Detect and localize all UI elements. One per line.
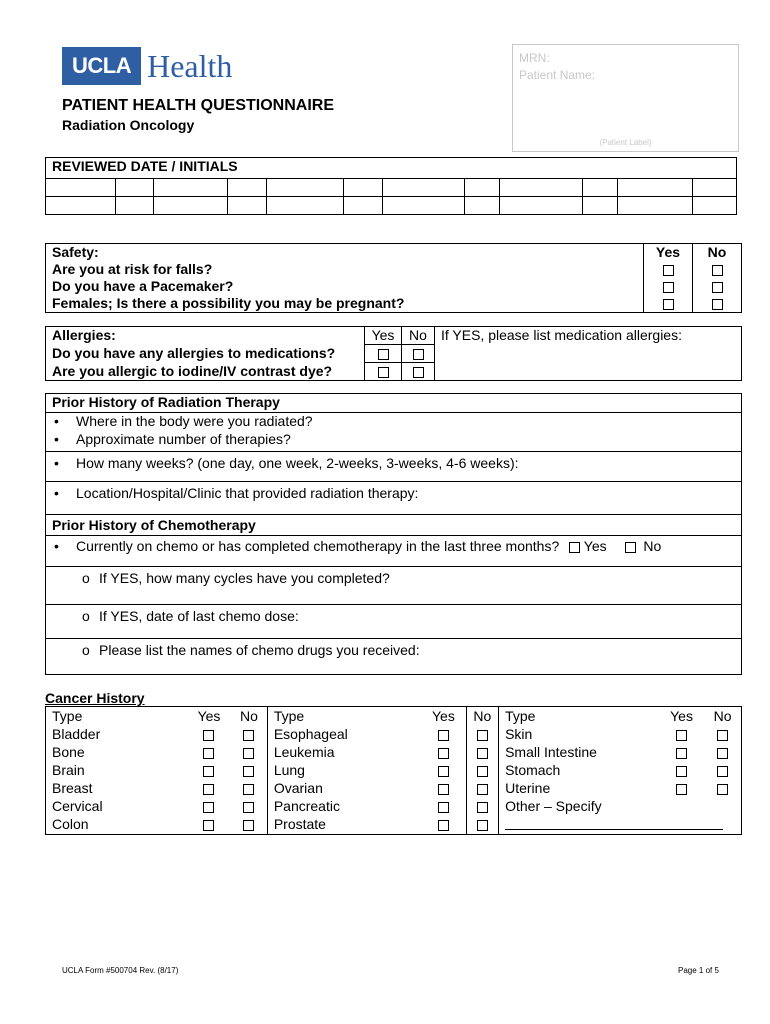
- falls-no-checkbox[interactable]: [712, 265, 723, 276]
- breast-no-checkbox[interactable]: [243, 784, 254, 795]
- cancer-type-label: Bone: [46, 743, 187, 761]
- cervical-yes-checkbox[interactable]: [203, 802, 214, 813]
- med-allergy-yes-checkbox[interactable]: [378, 349, 389, 360]
- other-specify-label: Other – Specify: [499, 797, 742, 815]
- cancer-history-heading: Cancer History: [45, 690, 145, 706]
- cancer-type-label: Pancreatic: [267, 797, 421, 815]
- review-date-cell[interactable]: [266, 197, 343, 215]
- radiation-weeks[interactable]: • How many weeks? (one day, one week, 2-weeks, 3-weeks, 4-6 weeks):: [52, 455, 519, 471]
- colon-yes-checkbox[interactable]: [203, 820, 214, 831]
- ovarian-yes-checkbox[interactable]: [438, 784, 449, 795]
- col2-type-header: Type: [267, 707, 421, 726]
- allergies-heading: Allergies:: [46, 327, 365, 345]
- pregnant-yes-checkbox[interactable]: [663, 299, 674, 310]
- reviewed-table: [45, 157, 737, 215]
- page-number: Page 1 of 5: [678, 966, 719, 975]
- esophageal-yes-checkbox[interactable]: [438, 730, 449, 741]
- cancer-history-table: [45, 706, 742, 835]
- col3-type-header: Type: [499, 707, 659, 726]
- col3-no-header: No: [704, 707, 741, 726]
- allergy-question-iodine: Are you allergic to iodine/IV contrast dye?: [46, 363, 365, 381]
- allergy-question-medications: Do you have any allergies to medications?: [46, 345, 365, 363]
- cancer-type-label: Lung: [267, 761, 421, 779]
- reviewed-row: [46, 197, 737, 215]
- bladder-no-checkbox[interactable]: [243, 730, 254, 741]
- safety-question-pacemaker: Do you have a Pacemaker?: [46, 278, 644, 295]
- falls-yes-checkbox[interactable]: [663, 265, 674, 276]
- leukemia-yes-checkbox[interactable]: [438, 748, 449, 759]
- cancer-type-label: Bladder: [46, 725, 187, 743]
- col1-no-header: No: [231, 707, 267, 726]
- page-subtitle: Radiation Oncology: [62, 117, 195, 133]
- col1-yes-header: Yes: [187, 707, 231, 726]
- radiation-heading: Prior History of Radiation Therapy: [46, 394, 742, 413]
- other-specify-line[interactable]: [505, 815, 723, 830]
- allergies-yes-header: Yes: [365, 327, 402, 345]
- form-number: UCLA Form #500704 Rev. (8/17): [62, 966, 179, 975]
- chemo-yes-checkbox[interactable]: [569, 542, 580, 553]
- safety-heading: Safety:: [46, 244, 644, 262]
- prior-history-table: [45, 393, 742, 675]
- lung-no-checkbox[interactable]: [477, 766, 488, 777]
- review-date-cell[interactable]: [46, 179, 116, 197]
- chemo-question: • Currently on chemo or has completed chemotherapy in the last three months?: [52, 538, 559, 554]
- review-initials-cell[interactable]: [115, 179, 154, 197]
- cancer-type-label: Colon: [46, 815, 187, 835]
- review-date-cell[interactable]: [154, 179, 227, 197]
- cancer-type-label: Brain: [46, 761, 187, 779]
- brain-yes-checkbox[interactable]: [203, 766, 214, 777]
- review-date-cell[interactable]: [499, 179, 583, 197]
- breast-yes-checkbox[interactable]: [203, 784, 214, 795]
- cancer-type-label: Ovarian: [267, 779, 421, 797]
- uterine-no-checkbox[interactable]: [717, 784, 728, 795]
- radiation-where[interactable]: • Where in the body were you radiated?: [52, 413, 313, 429]
- cancer-type-label: Prostate: [267, 815, 421, 835]
- patient-label-box[interactable]: [512, 44, 739, 152]
- review-date-cell[interactable]: [618, 197, 692, 215]
- skin-no-checkbox[interactable]: [717, 730, 728, 741]
- col2-yes-header: Yes: [421, 707, 466, 726]
- prostate-yes-checkbox[interactable]: [438, 820, 449, 831]
- colon-no-checkbox[interactable]: [243, 820, 254, 831]
- uterine-yes-checkbox[interactable]: [676, 784, 687, 795]
- allergies-table: [45, 326, 742, 381]
- review-initials-cell[interactable]: [692, 179, 737, 197]
- cancer-type-label: Esophageal: [267, 725, 421, 743]
- review-initials-cell[interactable]: [115, 197, 154, 215]
- skin-yes-checkbox[interactable]: [676, 730, 687, 741]
- chemo-last-dose[interactable]: o If YES, date of last chemo dose:: [52, 608, 299, 624]
- review-initials-cell[interactable]: [227, 179, 266, 197]
- stomach-yes-checkbox[interactable]: [676, 766, 687, 777]
- review-initials-cell[interactable]: [583, 179, 618, 197]
- allergies-list-prompt[interactable]: If YES, please list medication allergies:: [435, 327, 742, 381]
- patient-name-label: Patient Name:: [519, 68, 596, 82]
- patient-label-caption: (Patient Label): [599, 138, 652, 147]
- allergies-no-header: No: [402, 327, 435, 345]
- pancreatic-no-checkbox[interactable]: [477, 802, 488, 813]
- iodine-allergy-yes-checkbox[interactable]: [378, 367, 389, 378]
- esophageal-no-checkbox[interactable]: [477, 730, 488, 741]
- pancreatic-yes-checkbox[interactable]: [438, 802, 449, 813]
- chemo-no-checkbox[interactable]: [625, 542, 636, 553]
- review-initials-cell[interactable]: [344, 197, 383, 215]
- review-date-cell[interactable]: [618, 179, 692, 197]
- ucla-health-logo: [62, 47, 232, 85]
- col2-no-header: No: [466, 707, 499, 726]
- reviewed-row: [46, 179, 737, 197]
- small-intestine-yes-checkbox[interactable]: [676, 748, 687, 759]
- cancer-type-label: Small Intestine: [499, 743, 659, 761]
- logo-word: Health: [147, 48, 233, 84]
- review-initials-cell[interactable]: [465, 197, 499, 215]
- bladder-yes-checkbox[interactable]: [203, 730, 214, 741]
- pacemaker-yes-checkbox[interactable]: [663, 282, 674, 293]
- chemo-yes-label: Yes: [583, 538, 607, 554]
- safety-table: [45, 243, 742, 313]
- logo-box: UCLA: [62, 47, 141, 85]
- safety-question-pregnant: Females; Is there a possibility you may be pregnant?: [46, 295, 644, 313]
- review-date-cell[interactable]: [266, 179, 343, 197]
- review-initials-cell[interactable]: [344, 179, 383, 197]
- review-date-cell[interactable]: [154, 197, 227, 215]
- cancer-type-label: Cervical: [46, 797, 187, 815]
- review-initials-cell[interactable]: [465, 179, 499, 197]
- cancer-type-label: Uterine: [499, 779, 659, 797]
- brain-no-checkbox[interactable]: [243, 766, 254, 777]
- mrn-label: MRN:: [519, 51, 550, 65]
- reviewed-heading: REVIEWED DATE / INITIALS: [46, 158, 737, 179]
- bone-no-checkbox[interactable]: [243, 748, 254, 759]
- review-initials-cell[interactable]: [692, 197, 737, 215]
- bone-yes-checkbox[interactable]: [203, 748, 214, 759]
- safety-question-falls: Are you at risk for falls?: [46, 261, 644, 278]
- cervical-no-checkbox[interactable]: [243, 802, 254, 813]
- stomach-no-checkbox[interactable]: [717, 766, 728, 777]
- med-allergy-no-checkbox[interactable]: [413, 349, 424, 360]
- chemo-heading: Prior History of Chemotherapy: [46, 515, 742, 536]
- iodine-allergy-no-checkbox[interactable]: [413, 367, 424, 378]
- chemo-cycles[interactable]: o If YES, how many cycles have you completed?: [52, 570, 390, 586]
- review-date-cell[interactable]: [383, 197, 465, 215]
- review-date-cell[interactable]: [46, 197, 116, 215]
- leukemia-no-checkbox[interactable]: [477, 748, 488, 759]
- review-initials-cell[interactable]: [227, 197, 266, 215]
- safety-yes-header: Yes: [644, 244, 693, 262]
- safety-no-header: No: [693, 244, 742, 262]
- radiation-location[interactable]: • Location/Hospital/Clinic that provided radiation therapy:: [52, 485, 418, 501]
- pregnant-no-checkbox[interactable]: [712, 299, 723, 310]
- chemo-no-label: No: [643, 538, 662, 554]
- review-date-cell[interactable]: [383, 179, 465, 197]
- page-title: PATIENT HEALTH QUESTIONNAIRE: [62, 97, 334, 114]
- pacemaker-no-checkbox[interactable]: [712, 282, 723, 293]
- chemo-drug-names[interactable]: o Please list the names of chemo drugs you received:: [52, 642, 420, 658]
- review-date-cell[interactable]: [499, 197, 583, 215]
- radiation-number[interactable]: • Approximate number of therapies?: [52, 431, 291, 447]
- lung-yes-checkbox[interactable]: [438, 766, 449, 777]
- cancer-type-label: Breast: [46, 779, 187, 797]
- col1-type-header: Type: [46, 707, 187, 726]
- prostate-no-checkbox[interactable]: [477, 820, 488, 831]
- review-initials-cell[interactable]: [583, 197, 618, 215]
- small-intestine-no-checkbox[interactable]: [717, 748, 728, 759]
- col3-yes-header: Yes: [659, 707, 704, 726]
- cancer-type-label: Skin: [499, 725, 659, 743]
- cancer-type-label: Leukemia: [267, 743, 421, 761]
- ovarian-no-checkbox[interactable]: [477, 784, 488, 795]
- cancer-type-label: Stomach: [499, 761, 659, 779]
